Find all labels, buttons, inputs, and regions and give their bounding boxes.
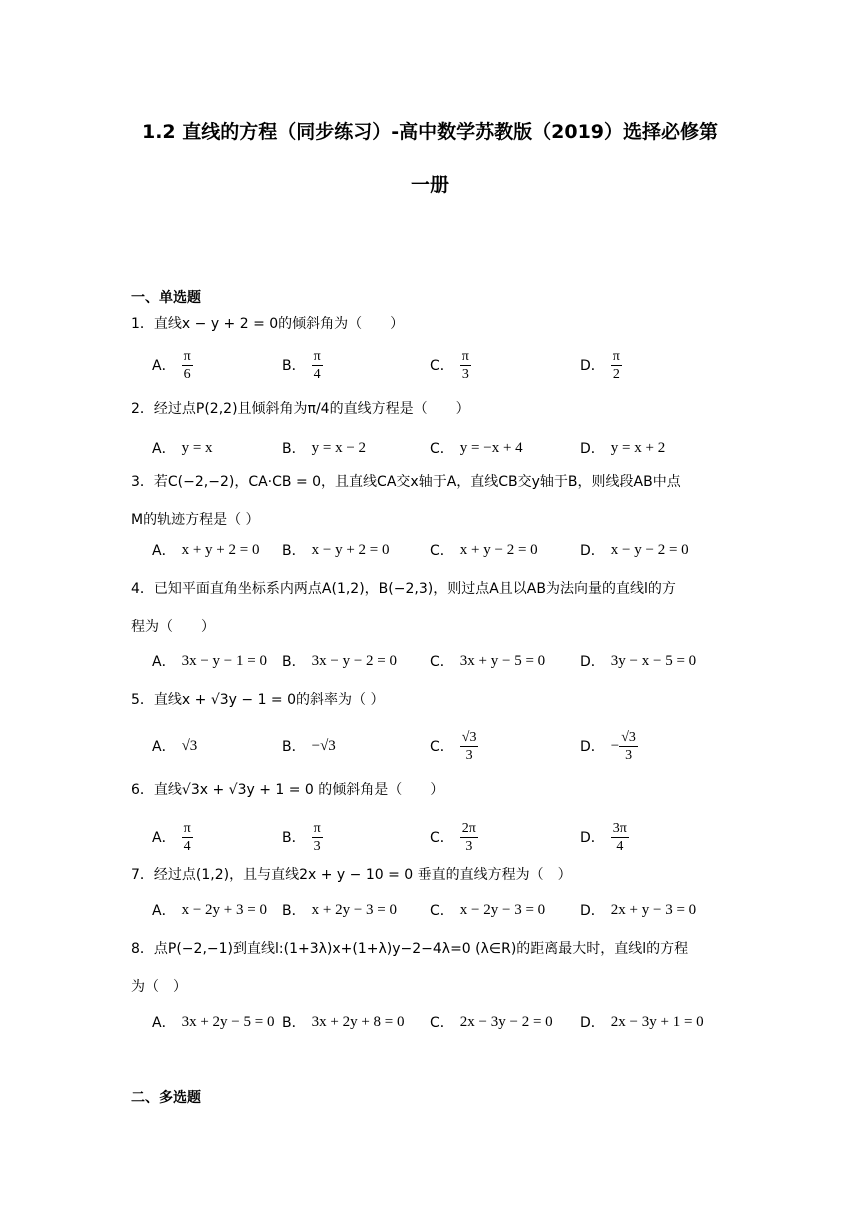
- question-6: 6．直线√3x + √3y + 1 = 0 的倾斜角是（ ）: [131, 782, 445, 798]
- option-a[interactable]: [152, 428, 213, 468]
- option-label: C．: [430, 358, 454, 374]
- question-3-line-2: M的轨迹方程是（ ）: [131, 512, 260, 528]
- denominator: 2: [612, 366, 620, 382]
- denominator: 4: [183, 838, 191, 854]
- option-label: C．: [430, 739, 454, 755]
- denominator: 3: [465, 747, 473, 763]
- option-label: A．: [152, 441, 176, 457]
- option-b[interactable]: [282, 1002, 405, 1042]
- fraction: [611, 348, 622, 383]
- option-label: D．: [580, 903, 605, 919]
- option-value: √3: [181, 737, 198, 754]
- option-label: A．: [152, 1015, 176, 1031]
- question-8: [131, 930, 731, 1006]
- numerator: π: [183, 820, 191, 836]
- numerator: π: [612, 348, 620, 364]
- option-label: B．: [282, 830, 306, 846]
- option-d[interactable]: [580, 641, 696, 681]
- option-label: B．: [282, 358, 306, 374]
- option-d[interactable]: [580, 890, 696, 930]
- option-label: A．: [152, 543, 176, 559]
- question-7-options: [152, 890, 752, 930]
- option-a[interactable]: [152, 530, 259, 570]
- question-2-options: [152, 428, 752, 468]
- option-b[interactable]: [282, 530, 390, 570]
- question-4: [131, 570, 731, 646]
- option-label: A．: [152, 358, 176, 374]
- option-label: C．: [430, 654, 454, 670]
- denominator: 4: [313, 366, 321, 382]
- option-c[interactable]: [430, 1002, 553, 1042]
- option-a[interactable]: [152, 1002, 274, 1042]
- option-value: 3x + 2y − 5 = 0: [181, 1013, 275, 1030]
- question-1-options: [152, 345, 752, 385]
- option-c[interactable]: [430, 428, 523, 468]
- numerator: 3π: [612, 820, 627, 836]
- option-label: B．: [282, 441, 306, 457]
- option-label: B．: [282, 654, 306, 670]
- denominator: 3: [313, 838, 321, 854]
- fraction: [312, 820, 323, 855]
- question-1: 1．直线x − y + 2 = 0的倾斜角为（ ）: [131, 316, 405, 332]
- option-value: 3x + 2y + 8 = 0: [311, 1013, 405, 1030]
- option-value: y = −x + 4: [459, 439, 523, 456]
- option-d[interactable]: [580, 817, 629, 857]
- option-value: 3x − y − 1 = 0: [181, 652, 267, 669]
- option-label: A．: [152, 654, 176, 670]
- option-value: x + y + 2 = 0: [181, 541, 260, 558]
- fraction: [460, 348, 471, 383]
- option-c[interactable]: [430, 817, 478, 857]
- question-8-line-1: 8．点P(−2,−1)到直线l:(1+3λ)x+(1+λ)y−2−4λ=0 (λ∈R)的距离最大时，直线l的方程: [131, 941, 689, 957]
- option-d[interactable]: [580, 345, 622, 385]
- minus-sign: −: [610, 737, 620, 754]
- option-a[interactable]: [152, 890, 267, 930]
- numerator: π: [313, 820, 321, 836]
- denominator: 4: [616, 838, 624, 854]
- question-4-line-2: 程为（ ）: [131, 619, 215, 635]
- title-line-2: 一册: [410, 174, 449, 196]
- option-d[interactable]: [580, 530, 689, 570]
- section-single-choice: 一、单选题: [131, 290, 201, 306]
- option-value: y = x − 2: [311, 439, 367, 456]
- option-label: B．: [282, 903, 306, 919]
- section-multiple-choice: 二、多选题: [131, 1090, 201, 1106]
- denominator: 6: [183, 366, 191, 382]
- fraction: [619, 729, 638, 764]
- title-line-1: 1.2 直线的方程（同步练习）-高中数学苏教版（2019）选择必修第: [141, 121, 719, 143]
- fraction: [611, 820, 629, 855]
- question-2: 2．经过点P(2,2)且倾斜角为π/4的直线方程是（ ）: [131, 401, 470, 417]
- option-a[interactable]: [152, 817, 193, 857]
- numerator: π: [461, 348, 469, 364]
- fraction: [182, 820, 193, 855]
- option-value: −√3: [311, 737, 336, 754]
- option-label: D．: [580, 739, 605, 755]
- option-b[interactable]: [282, 726, 336, 766]
- option-label: C．: [430, 441, 454, 457]
- question-5-options: [152, 726, 752, 766]
- numerator: 2π: [461, 820, 476, 836]
- option-label: D．: [580, 654, 605, 670]
- option-value: 3y − x − 5 = 0: [610, 652, 697, 669]
- option-value: 2x − 3y − 2 = 0: [459, 1013, 553, 1030]
- option-value: 3x − y − 2 = 0: [311, 652, 397, 669]
- option-value: x − y + 2 = 0: [311, 541, 390, 558]
- denominator: 3: [465, 838, 473, 854]
- question-8-options: [152, 1002, 752, 1042]
- option-b[interactable]: [282, 817, 323, 857]
- option-c[interactable]: [430, 890, 545, 930]
- question-3-line-1: 3．若C(−2,−2)，CA·CB = 0，且直线CA交x轴于A，直线CB交y轴于B，则线段AB中点: [131, 474, 681, 490]
- option-label: B．: [282, 543, 306, 559]
- option-label: B．: [282, 1015, 306, 1031]
- option-value: x + y − 2 = 0: [459, 541, 538, 558]
- option-label: B．: [282, 739, 306, 755]
- question-3: [131, 463, 731, 539]
- option-value: x + 2y − 3 = 0: [311, 901, 397, 918]
- numerator: π: [183, 348, 191, 364]
- question-4-line-1: 4．已知平面直角坐标系内两点A(1,2)，B(−2,3)，则过点A且以AB为法向量的直线l的方: [131, 581, 676, 597]
- option-value: 2x − 3y + 1 = 0: [610, 1013, 704, 1030]
- question-3-options: [152, 530, 752, 570]
- numerator: π: [313, 348, 321, 364]
- numerator: √3: [621, 729, 636, 745]
- question-8-line-2: 为（ ）: [131, 979, 187, 995]
- option-value: 2x + y − 3 = 0: [610, 901, 697, 918]
- option-a[interactable]: [152, 345, 193, 385]
- option-value: y = x + 2: [610, 439, 666, 456]
- option-value: 3x + y − 5 = 0: [459, 652, 546, 669]
- option-d[interactable]: [580, 1002, 704, 1042]
- option-c[interactable]: [430, 641, 545, 681]
- question-7: 7．经过点(1,2)，且与直线2x + y − 10 = 0 垂直的直线方程为（ ）: [131, 867, 572, 883]
- option-d[interactable]: [580, 726, 638, 766]
- option-c[interactable]: [430, 345, 471, 385]
- option-label: D．: [580, 543, 605, 559]
- option-value: x − 2y − 3 = 0: [459, 901, 546, 918]
- option-label: A．: [152, 739, 176, 755]
- fraction: [182, 348, 193, 383]
- option-c[interactable]: [430, 530, 538, 570]
- option-label: C．: [430, 903, 454, 919]
- option-d[interactable]: [580, 428, 665, 468]
- option-c[interactable]: [430, 726, 478, 766]
- option-label: D．: [580, 358, 605, 374]
- fraction: [460, 729, 479, 764]
- option-b[interactable]: [282, 641, 397, 681]
- denominator: 3: [625, 747, 633, 763]
- fraction: [460, 820, 478, 855]
- option-label: A．: [152, 903, 176, 919]
- option-label: A．: [152, 830, 176, 846]
- option-label: C．: [430, 543, 454, 559]
- option-label: D．: [580, 1015, 605, 1031]
- option-label: D．: [580, 830, 605, 846]
- question-4-options: [152, 641, 752, 681]
- option-value: x − y − 2 = 0: [610, 541, 689, 558]
- option-label: C．: [430, 1015, 454, 1031]
- denominator: 3: [461, 366, 469, 382]
- question-6-options: [152, 817, 752, 857]
- document-title: [60, 106, 800, 212]
- option-value: y = x: [181, 439, 213, 456]
- question-5: 5．直线x + √3y − 1 = 0的斜率为（ ）: [131, 692, 385, 708]
- option-b[interactable]: [282, 428, 366, 468]
- option-b[interactable]: [282, 890, 397, 930]
- option-a[interactable]: [152, 641, 267, 681]
- option-label: C．: [430, 830, 454, 846]
- option-a[interactable]: [152, 726, 197, 766]
- option-label: D．: [580, 441, 605, 457]
- fraction: [312, 348, 323, 383]
- numerator: √3: [461, 729, 477, 745]
- option-value: x − 2y + 3 = 0: [181, 901, 267, 918]
- option-b[interactable]: [282, 345, 323, 385]
